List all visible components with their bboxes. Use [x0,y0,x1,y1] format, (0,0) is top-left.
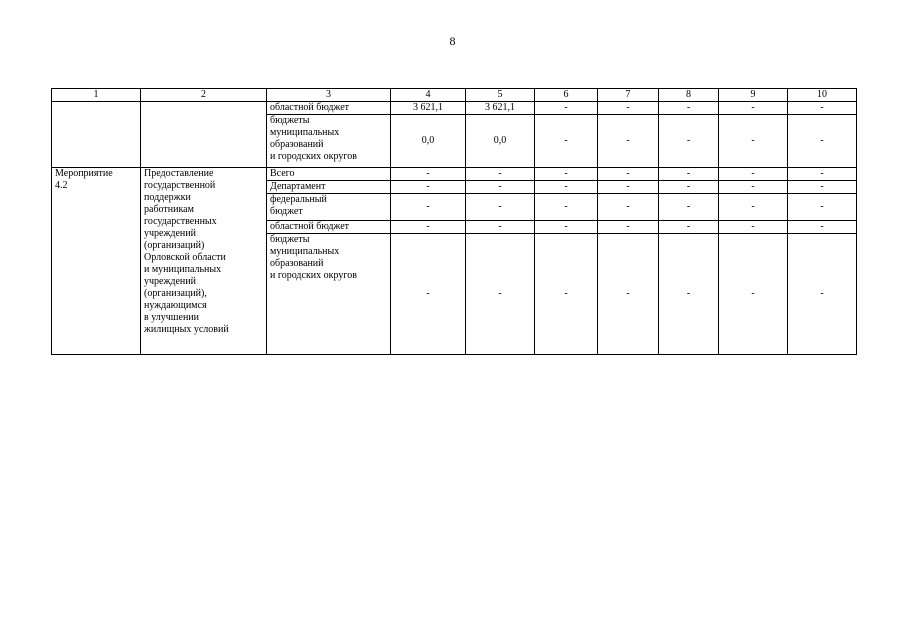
value-cell: - [788,194,857,221]
value-cell: - [659,194,719,221]
page-number: 8 [449,34,456,48]
value-cell: - [659,221,719,234]
value-cell: - [535,194,598,221]
value-cell: - [788,181,857,194]
funding-source-cell: федеральный бюджет [267,194,391,221]
value-cell: - [788,115,857,168]
value-cell: - [598,168,659,181]
measure-cell-empty [52,102,141,168]
value-cell: - [788,234,857,355]
value-cell: - [788,221,857,234]
measure-cell: Мероприятие 4.2 [52,168,141,355]
value-cell: - [788,102,857,115]
value-cell: - [535,168,598,181]
value-cell: - [535,221,598,234]
value-cell: - [598,194,659,221]
value-cell: - [659,168,719,181]
value-cell: - [788,168,857,181]
value-cell: - [391,234,466,355]
value-cell: - [719,194,788,221]
header-cell: 2 [141,89,267,102]
value-cell: - [659,115,719,168]
value-cell: - [598,102,659,115]
value-cell: - [391,181,466,194]
value-cell: 0,0 [466,115,535,168]
funding-source-cell: бюджеты муниципальных образований и городских округов [267,115,391,168]
value-cell: - [391,194,466,221]
header-cell: 8 [659,89,719,102]
value-cell: - [659,102,719,115]
value-cell: - [719,221,788,234]
value-cell: - [719,115,788,168]
value-cell: - [391,168,466,181]
budget-table [51,88,857,355]
header-cell: 7 [598,89,659,102]
value-cell: - [719,168,788,181]
value-cell: - [466,168,535,181]
value-cell: - [598,115,659,168]
value-cell: - [719,234,788,355]
value-cell: - [659,234,719,355]
table-row [52,102,857,115]
header-row [52,89,857,102]
value-cell: - [719,102,788,115]
header-cell: 10 [788,89,857,102]
value-cell: 3 621,1 [391,102,466,115]
table-row [52,168,857,181]
description-cell: Предоставление государственной поддержки работникам государственных учреждений (организаций) Орловской области и муниципальных учреждений (организаций), нуждающимся в улучшении жилищных условий [141,168,267,355]
value-cell: 0,0 [391,115,466,168]
value-cell: - [535,234,598,355]
funding-source-cell: Всего [267,168,391,181]
funding-source-cell: областной бюджет [267,102,391,115]
value-cell: - [719,181,788,194]
value-cell: - [598,181,659,194]
value-cell: - [535,181,598,194]
value-cell: - [598,234,659,355]
header-cell: 6 [535,89,598,102]
header-cell: 4 [391,89,466,102]
header-cell: 3 [267,89,391,102]
value-cell: - [391,221,466,234]
value-cell: - [535,115,598,168]
value-cell: - [659,181,719,194]
description-cell-empty [141,102,267,168]
header-cell: 9 [719,89,788,102]
header-cell: 1 [52,89,141,102]
value-cell: - [535,102,598,115]
header-cell: 5 [466,89,535,102]
funding-source-cell: бюджеты муниципальных образований и городских округов [267,234,391,355]
value-cell: - [466,194,535,221]
value-cell: 3 621,1 [466,102,535,115]
value-cell: - [466,221,535,234]
value-cell: - [466,181,535,194]
funding-source-cell: Департамент [267,181,391,194]
value-cell: - [598,221,659,234]
funding-source-cell: областной бюджет [267,221,391,234]
value-cell: - [466,234,535,355]
